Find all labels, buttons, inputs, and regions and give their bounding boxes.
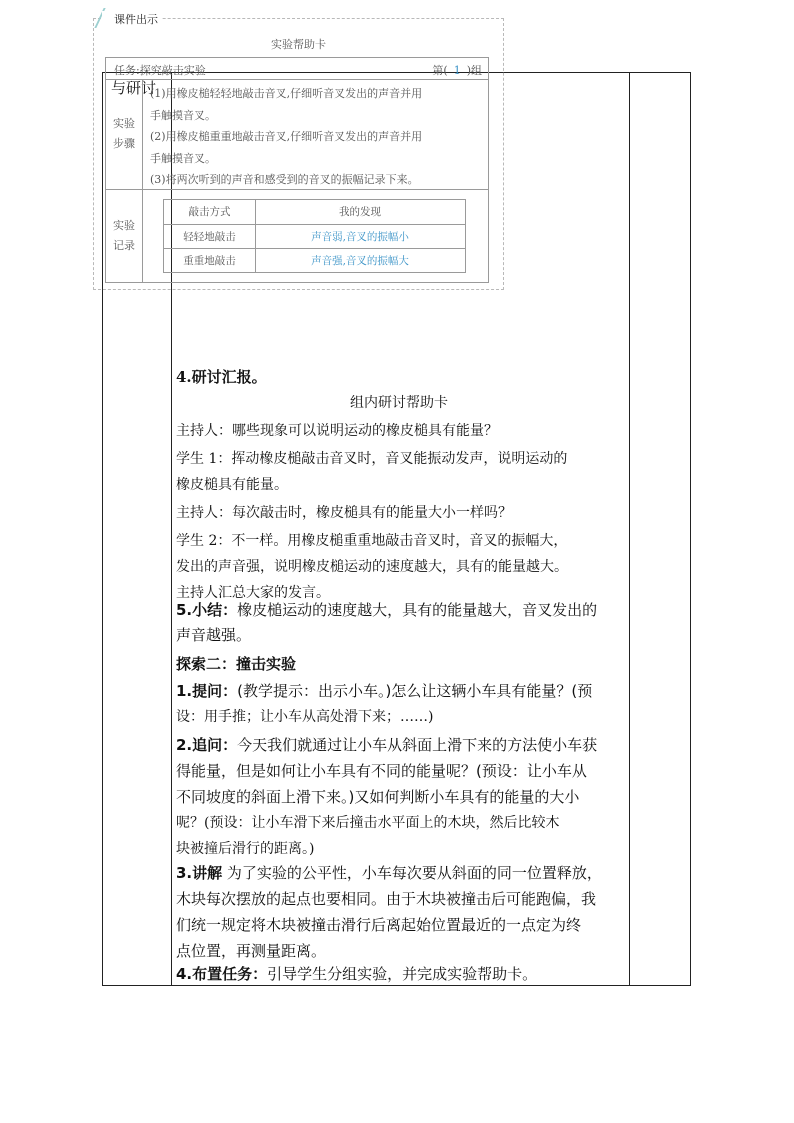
step-line: (2)用橡皮槌重重地敲击音叉,仔细听音叉发出的声音并用 bbox=[150, 130, 423, 143]
record-row-item bbox=[164, 248, 465, 273]
dialog-line: 主持人汇总大家的发言。 bbox=[176, 585, 330, 601]
summary-text: 声音越强。 bbox=[176, 626, 252, 644]
courseware-tag: 课件出示 bbox=[102, 11, 162, 27]
dialog-line: 橡皮槌具有能量。 bbox=[176, 477, 288, 493]
q3-label: 3.讲解 bbox=[176, 864, 223, 882]
summary-label: 5.小结： bbox=[176, 601, 238, 619]
column-divider-right bbox=[629, 73, 630, 985]
q4-label: 4.布置任务： bbox=[176, 965, 268, 983]
finding-cell: 声音弱,音叉的振幅小 bbox=[311, 231, 409, 243]
explore2-title: 探索二：撞击实验 bbox=[176, 655, 297, 673]
step-line: (1)用橡皮槌轻轻地敲击音叉,仔细听音叉发出的声音并用 bbox=[150, 87, 423, 100]
stage-label: 与研讨 bbox=[111, 79, 157, 97]
task-row bbox=[106, 58, 488, 80]
q2-label: 2.追问： bbox=[176, 736, 238, 754]
record-row-item bbox=[164, 224, 465, 249]
report-heading: 4.研讨汇报。 bbox=[176, 368, 267, 386]
record-head: 实验记录 bbox=[106, 189, 143, 282]
assign-task: 4.布置任务：引导学生分组实验，并完成实验帮助卡。 bbox=[176, 965, 538, 983]
steps-head: 实验步骤 bbox=[106, 79, 143, 189]
dialog-line: 发出的声音强，说明橡皮槌运动的速度越大，具有的能量越大。 bbox=[176, 559, 568, 575]
method-cell: 重重地敲击 bbox=[164, 249, 256, 273]
dialog-line: 主持人：哪些现象可以说明运动的橡皮槌具有能量？ bbox=[176, 423, 498, 439]
help-card-title: 实验帮助卡 bbox=[271, 38, 326, 51]
experiment-card bbox=[105, 57, 489, 283]
task-label: 任务:探究敲击实验 bbox=[114, 64, 206, 77]
dialog-line: 主持人：每次敲击时，橡皮槌具有的能量大小一样吗？ bbox=[176, 505, 512, 521]
finding-cell: 声音强,音叉的振幅大 bbox=[311, 255, 409, 267]
group-number: 第( 1 )组 bbox=[432, 64, 482, 77]
summary bbox=[176, 598, 622, 648]
explanation: 3.讲解 为了实验的公平性，小车每次要从斜面的同一位置释放， 木块每次摆放的起点也要相同。由于木块被撞击后可能跑偏，我 们统一规定将木块被撞击滑行后离起始位置最近的一点定为终 点位置，再测量距离。 bbox=[176, 864, 602, 960]
record-header-row bbox=[164, 200, 465, 224]
method-cell: 轻轻地敲击 bbox=[164, 225, 256, 249]
header-cell: 敲击方式 bbox=[164, 200, 256, 224]
question-2: 2.追问：今天我们就通过让小车从斜面上滑下来的方法使小车获 得能量，但是如何让小车具有不同的能量呢？(预设：让小车从 不同坡度的斜面上滑下来。)又如何判断小车具有的能量的大小 呢？(预设：让小车滑下来后撞击水平面上的木块，然后比较木 块被撞后滑行的距离。) bbox=[176, 736, 598, 857]
step-line: (3)将两次听到的声音和感受到的音叉的振幅记录下来。 bbox=[150, 173, 419, 186]
discussion-card-title: 组内研讨帮助卡 bbox=[350, 395, 448, 411]
summary-text: 橡皮槌运动的速度越大，具有的能量越大，音叉发出的 bbox=[237, 601, 598, 619]
dialog-line: 学生 2：不一样。用橡皮槌重重地敲击音叉时，音叉的振幅大， bbox=[176, 533, 568, 549]
steps-list bbox=[150, 83, 482, 191]
q1-label: 1.提问： bbox=[176, 682, 238, 700]
record-row bbox=[106, 189, 488, 282]
dialog-line: 学生 1：挥动橡皮槌敲击音叉时，音叉能振动发声，说明运动的 bbox=[176, 451, 568, 467]
step-line: 手触摸音叉。 bbox=[150, 108, 216, 122]
step-line: 手触摸音叉。 bbox=[150, 151, 216, 165]
record-table bbox=[163, 199, 466, 273]
steps-row bbox=[106, 79, 488, 190]
discussion-dialog bbox=[176, 418, 622, 606]
question-1: 1.提问：(教学提示：出示小车。)怎么让这辆小车具有能量？(预 设：用手推；让小车从高处滑下来；……) bbox=[176, 682, 593, 725]
header-cell: 我的发现 bbox=[339, 206, 381, 218]
